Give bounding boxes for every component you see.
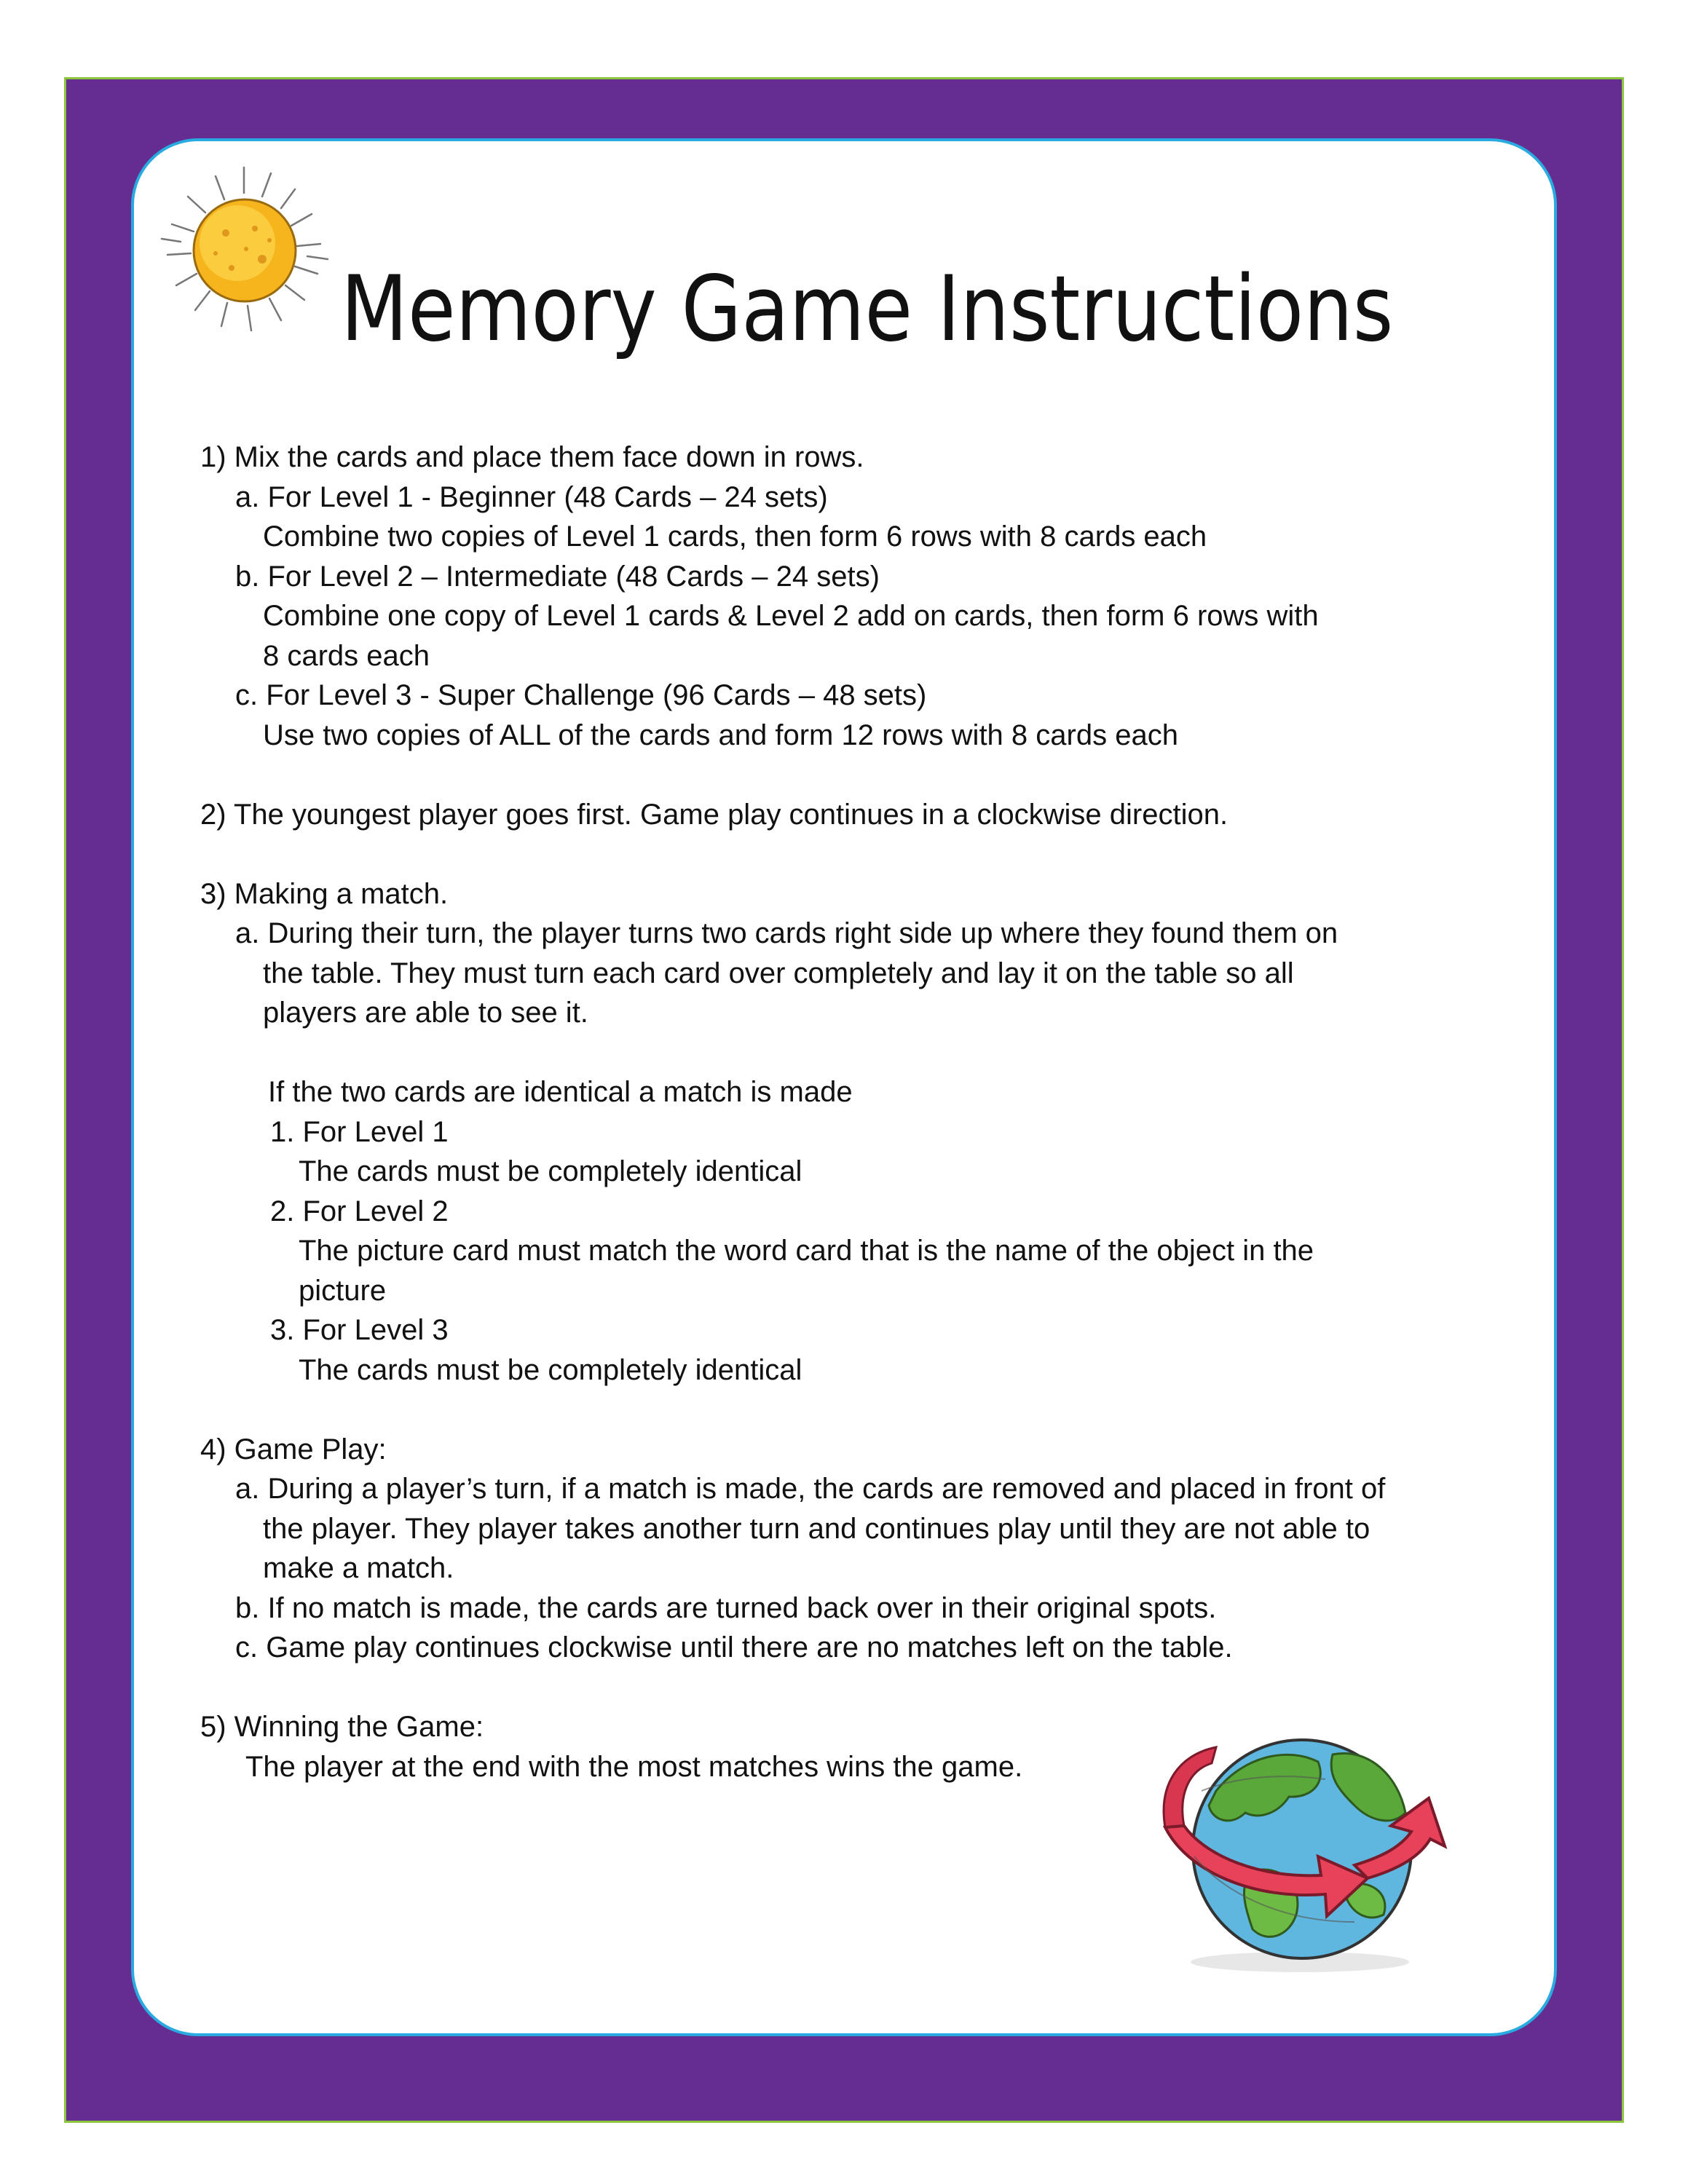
turn-rule-continued: the table. They must turn each card over completely and lay it on the table so all bbox=[263, 957, 1294, 989]
match-made-rule: a. During a player’s turn, if a match is made, the cards are removed and placed in front of bbox=[235, 1473, 1386, 1505]
level-3-item: c. For Level 3 - Super Challenge (96 Cards – 48 sets) bbox=[235, 679, 927, 711]
spacer bbox=[200, 834, 1482, 874]
no-match-rule: b. If no match is made, the cards are turned back over in their original spots. bbox=[235, 1591, 1217, 1624]
spacer bbox=[200, 755, 1482, 795]
match-level-3: 3. For Level 3 bbox=[270, 1314, 449, 1346]
level-2-item: b. For Level 2 – Intermediate (48 Cards – 24 sets) bbox=[235, 560, 880, 593]
page-title: Memory Game Instructions bbox=[341, 257, 1394, 362]
section-first-player bbox=[200, 795, 1482, 835]
level-1-item: a. For Level 1 - Beginner (48 Cards – 24 sets) bbox=[235, 480, 828, 513]
globe-with-arrow-icon bbox=[1136, 1704, 1464, 1980]
section-heading: 5) Winning the Game: bbox=[200, 1711, 484, 1743]
level-2-detail-continued: 8 cards each bbox=[263, 639, 430, 672]
match-level-1: 1. For Level 1 bbox=[270, 1115, 449, 1148]
spacer bbox=[200, 1033, 1482, 1073]
section-mix-cards bbox=[200, 438, 1482, 755]
turn-rule-continued: players are able to see it. bbox=[263, 997, 588, 1029]
match-level-2-detail: The picture card must match the word card that is the name of the object in the bbox=[299, 1235, 1314, 1267]
section-making-match bbox=[200, 874, 1482, 1390]
spacer bbox=[200, 1390, 1482, 1430]
winning-rule: The player at the end with the most matches wins the game. bbox=[245, 1750, 1023, 1783]
spacer bbox=[200, 1668, 1482, 1708]
match-intro: If the two cards are identical a match is made bbox=[268, 1076, 853, 1108]
section-heading: 4) Game Play: bbox=[200, 1433, 387, 1465]
section-heading: 2) The youngest player goes first. Game play continues in a clockwise direction. bbox=[200, 798, 1228, 831]
level-1-detail: Combine two copies of Level 1 cards, then form 6 rows with 8 cards each bbox=[263, 521, 1207, 553]
sun-illustration-icon bbox=[146, 153, 342, 349]
section-heading: 1) Mix the cards and place them face down in rows. bbox=[200, 441, 864, 473]
instructions-body bbox=[200, 438, 1482, 1787]
level-2-detail: Combine one copy of Level 1 cards & Level 2 add on cards, then form 6 rows with bbox=[263, 600, 1319, 632]
section-game-play bbox=[200, 1430, 1482, 1668]
match-level-2-detail-continued: picture bbox=[299, 1274, 387, 1307]
continue-rule: c. Game play continues clockwise until there are no matches left on the table. bbox=[235, 1631, 1233, 1663]
match-level-3-detail: The cards must be completely identical bbox=[299, 1353, 802, 1386]
level-3-detail: Use two copies of ALL of the cards and form 12 rows with 8 cards each bbox=[263, 719, 1178, 751]
turn-rule: a. During their turn, the player turns two cards right side up where they found them on bbox=[235, 917, 1338, 949]
match-made-rule-continued: the player. They player takes another turn and continues play until they are not able to bbox=[263, 1512, 1370, 1545]
match-level-2: 2. For Level 2 bbox=[270, 1195, 449, 1227]
match-level-1-detail: The cards must be completely identical bbox=[299, 1155, 802, 1187]
section-heading: 3) Making a match. bbox=[200, 877, 449, 910]
match-made-rule-continued: make a match. bbox=[263, 1552, 454, 1584]
